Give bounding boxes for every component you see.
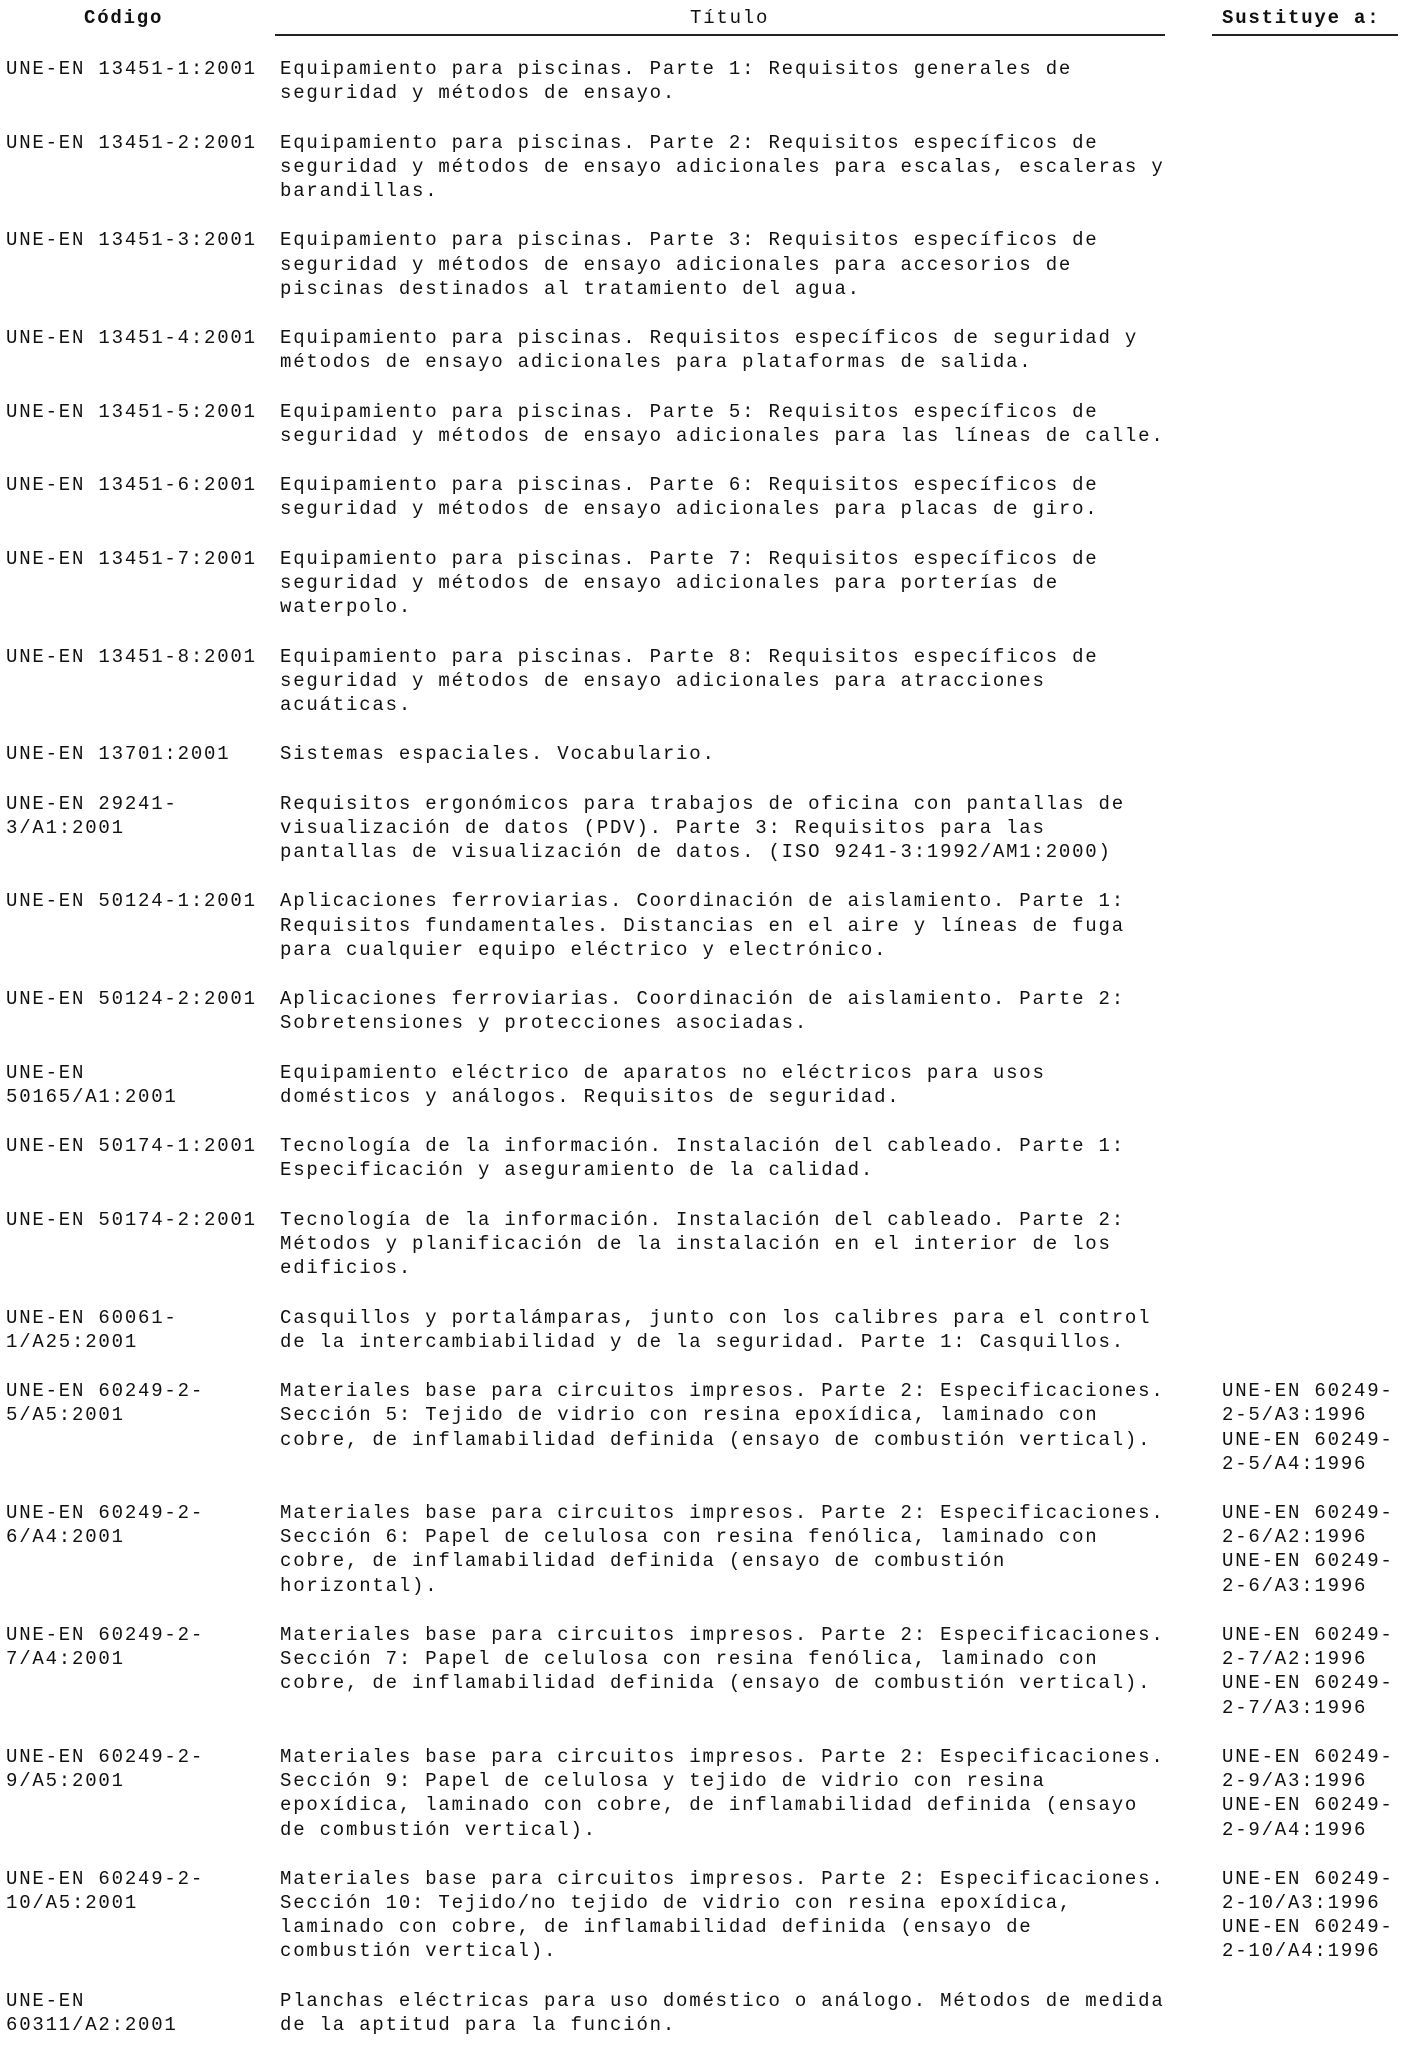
replaces-cell bbox=[1222, 987, 1405, 1035]
code-cell bbox=[6, 1623, 280, 1720]
replaces-cell bbox=[1222, 1867, 1405, 1964]
title-line: Equipamiento para piscinas. Parte 5: Requisitos específicos de bbox=[280, 400, 1099, 423]
table-row bbox=[6, 1306, 1405, 1354]
code-line: UNE-EN 13451-6:2001 bbox=[6, 474, 257, 497]
title-line: seguridad y métodos de ensayo adicionales para placas de giro. bbox=[280, 498, 1099, 521]
title-line: Equipamiento para piscinas. Parte 7: Requisitos específicos de bbox=[280, 547, 1099, 570]
table-row bbox=[6, 228, 1405, 301]
title-cell bbox=[280, 987, 1222, 1035]
title-cell bbox=[280, 1623, 1222, 1720]
title-line: de la intercambiabilidad y de la seguridad. Parte 1: Casquillos. bbox=[280, 1330, 1125, 1353]
replaces-cell bbox=[1222, 1623, 1405, 1720]
title-line: combustión vertical). bbox=[280, 1940, 558, 1963]
replaces-line: UNE-EN 60249- bbox=[1222, 1624, 1394, 1646]
title-line: Equipamiento para piscinas. Parte 2: Requisitos específicos de bbox=[280, 131, 1099, 154]
code-line: UNE-EN 50124-1:2001 bbox=[6, 890, 257, 913]
code-cell bbox=[6, 57, 280, 105]
title-line: Sección 6: Papel de celulosa con resina fenólica, laminado con bbox=[280, 1526, 1099, 1549]
table-row bbox=[6, 1134, 1405, 1182]
replaces-line: UNE-EN 60249- bbox=[1222, 1380, 1394, 1403]
code-line: UNE-EN 13451-3:2001 bbox=[6, 229, 257, 252]
replaces-line: UNE-EN 60249- bbox=[1222, 1916, 1394, 1939]
table-row bbox=[6, 1061, 1405, 1109]
title-line: piscinas destinados al tratamiento del agua. bbox=[280, 277, 861, 300]
replaces-cell bbox=[1222, 645, 1405, 718]
title-line: epoxídica, laminado con cobre, de inflamabilidad definida (ensayo bbox=[280, 1794, 1139, 1817]
title-line: Sección 9: Papel de celulosa y tejido de vidrio con resina bbox=[280, 1770, 1046, 1793]
title-cell bbox=[280, 1501, 1222, 1598]
title-line: Tecnología de la información. Instalación del cableado. Parte 2: bbox=[280, 1208, 1125, 1231]
title-line: de la aptitud para la función. bbox=[280, 2014, 677, 2036]
code-cell bbox=[6, 400, 280, 448]
title-line: Equipamiento eléctrico de aparatos no eléctricos para usos bbox=[280, 1061, 1046, 1084]
code-cell bbox=[6, 742, 280, 766]
title-line: métodos de ensayo adicionales para plataformas de salida. bbox=[280, 351, 1033, 374]
table-row bbox=[6, 1867, 1405, 1964]
table-row bbox=[6, 645, 1405, 718]
code-line: UNE-EN 60061- bbox=[6, 1306, 178, 1329]
code-cell bbox=[6, 1061, 280, 1109]
column-header-titulo: Título bbox=[690, 7, 770, 29]
replaces-line: UNE-EN 60249- bbox=[1222, 1428, 1394, 1451]
title-cell bbox=[280, 1745, 1222, 1842]
title-line: Tecnología de la información. Instalación del cableado. Parte 1: bbox=[280, 1135, 1125, 1158]
title-cell bbox=[280, 547, 1222, 620]
replaces-line: UNE-EN 60249- bbox=[1222, 1867, 1394, 1890]
table-row bbox=[6, 1501, 1405, 1598]
title-line: Sobretensiones y protecciones asociadas. bbox=[280, 1012, 809, 1035]
replaces-line: 2-10/A4:1996 bbox=[1222, 1940, 1381, 1963]
replaces-cell bbox=[1222, 1745, 1405, 1842]
replaces-cell bbox=[1222, 400, 1405, 448]
title-cell bbox=[280, 1989, 1222, 2037]
code-line: UNE-EN 13451-4:2001 bbox=[6, 327, 257, 350]
title-line: seguridad y métodos de ensayo. bbox=[280, 82, 677, 105]
code-line: 5/A5:2001 bbox=[6, 1404, 125, 1427]
table-row bbox=[6, 742, 1405, 766]
replaces-line: UNE-EN 60249- bbox=[1222, 1745, 1394, 1768]
replaces-cell bbox=[1222, 889, 1405, 962]
title-line: de combustión vertical). bbox=[280, 1818, 597, 1841]
code-cell bbox=[6, 1501, 280, 1598]
title-cell bbox=[280, 792, 1222, 865]
table-row bbox=[6, 889, 1405, 962]
code-line: UNE-EN 60249-2- bbox=[6, 1867, 205, 1890]
code-cell bbox=[6, 645, 280, 718]
title-cell bbox=[280, 1306, 1222, 1354]
title-line: Materiales base para circuitos impresos. Parte 2: Especificaciones. bbox=[280, 1867, 1165, 1890]
title-line: Aplicaciones ferroviarias. Coordinación de aislamiento. Parte 1: bbox=[280, 890, 1125, 913]
replaces-line: 2-6/A3:1996 bbox=[1222, 1574, 1368, 1597]
code-cell bbox=[6, 131, 280, 204]
code-line: UNE-EN 60249-2- bbox=[6, 1745, 205, 1768]
title-line: Casquillos y portalámparas, junto con los calibres para el control bbox=[280, 1306, 1152, 1329]
replaces-line: 2-10/A3:1996 bbox=[1222, 1892, 1381, 1915]
title-line: Planchas eléctricas para uso doméstico o análogo. Métodos de medida bbox=[280, 1989, 1165, 2012]
title-cell bbox=[280, 57, 1222, 105]
code-cell bbox=[6, 473, 280, 521]
title-line: pantallas de visualización de datos. (ISO 9241-3:1992/AM1:2000) bbox=[280, 841, 1112, 863]
title-line: Sección 10: Tejido/no tejido de vidrio con resina epoxídica, bbox=[280, 1892, 1073, 1915]
column-header-sustituye: Sustituye a: bbox=[1222, 7, 1381, 29]
title-line: waterpolo. bbox=[280, 596, 413, 619]
code-line: UNE-EN 50174-2:2001 bbox=[6, 1208, 257, 1231]
title-line: Equipamiento para piscinas. Parte 8: Requisitos específicos de bbox=[280, 645, 1099, 668]
title-line: seguridad y métodos de ensayo adicionales para escalas, escaleras y bbox=[280, 155, 1165, 178]
code-line: 9/A5:2001 bbox=[6, 1770, 125, 1793]
code-line: 10/A5:2001 bbox=[6, 1892, 139, 1915]
code-line: UNE-EN 60249-2- bbox=[6, 1624, 205, 1646]
table-row bbox=[6, 1745, 1405, 1842]
code-cell bbox=[6, 1989, 280, 2037]
code-cell bbox=[6, 326, 280, 374]
title-line: horizontal). bbox=[280, 1574, 439, 1597]
replaces-cell bbox=[1222, 228, 1405, 301]
code-line: 3/A1:2001 bbox=[6, 816, 125, 839]
title-line: Especificación y aseguramiento de la calidad. bbox=[280, 1159, 875, 1182]
replaces-line: 2-7/A2:1996 bbox=[1222, 1648, 1368, 1671]
title-line: Requisitos fundamentales. Distancias en el aire y líneas de fuga bbox=[280, 914, 1125, 937]
replaces-cell bbox=[1222, 792, 1405, 865]
title-line: Sección 5: Tejido de vidrio con resina epoxídica, laminado con bbox=[280, 1404, 1099, 1427]
title-line: Equipamiento para piscinas. Requisitos específicos de seguridad y bbox=[280, 327, 1139, 350]
replaces-cell bbox=[1222, 1208, 1405, 1281]
replaces-line: 2-5/A4:1996 bbox=[1222, 1452, 1368, 1475]
replaces-cell bbox=[1222, 326, 1405, 374]
replaces-cell bbox=[1222, 473, 1405, 521]
replaces-cell bbox=[1222, 57, 1405, 105]
code-cell bbox=[6, 1208, 280, 1281]
code-line: UNE-EN 60249-2- bbox=[6, 1502, 205, 1525]
title-line: seguridad y métodos de ensayo adicionales para atracciones bbox=[280, 669, 1046, 692]
title-line: barandillas. bbox=[280, 179, 439, 202]
code-cell bbox=[6, 547, 280, 620]
code-cell bbox=[6, 1379, 280, 1476]
standards-table bbox=[6, 57, 1405, 2037]
title-line: Sistemas espaciales. Vocabulario. bbox=[280, 743, 716, 766]
title-line: Materiales base para circuitos impresos. Parte 2: Especificaciones. bbox=[280, 1624, 1165, 1646]
title-line: visualización de datos (PDV). Parte 3: Requisitos para las bbox=[280, 816, 1046, 839]
title-line: cobre, de inflamabilidad definida (ensayo de combustión vertical). bbox=[280, 1428, 1152, 1451]
title-line: domésticos y análogos. Requisitos de seguridad. bbox=[280, 1085, 901, 1108]
title-cell bbox=[280, 400, 1222, 448]
title-line: Materiales base para circuitos impresos. Parte 2: Especificaciones. bbox=[280, 1380, 1165, 1403]
code-line: 1/A25:2001 bbox=[6, 1330, 139, 1353]
replaces-cell bbox=[1222, 1134, 1405, 1182]
title-line: Aplicaciones ferroviarias. Coordinación de aislamiento. Parte 2: bbox=[280, 988, 1125, 1011]
table-row bbox=[6, 547, 1405, 620]
title-line: Equipamiento para piscinas. Parte 3: Requisitos específicos de bbox=[280, 229, 1099, 252]
title-cell bbox=[280, 889, 1222, 962]
title-cell bbox=[280, 1867, 1222, 1964]
table-row bbox=[6, 1989, 1405, 2037]
title-line: cobre, de inflamabilidad definida (ensayo de combustión bbox=[280, 1550, 1007, 1573]
table-row bbox=[6, 473, 1405, 521]
replaces-line: 2-9/A3:1996 bbox=[1222, 1770, 1368, 1793]
replaces-line: 2-7/A3:1996 bbox=[1222, 1696, 1368, 1719]
code-line: UNE-EN bbox=[6, 1061, 86, 1084]
title-cell bbox=[280, 1134, 1222, 1182]
title-cell bbox=[280, 645, 1222, 718]
code-cell bbox=[6, 1745, 280, 1842]
table-row bbox=[6, 131, 1405, 204]
code-line: 50165/A1:2001 bbox=[6, 1085, 178, 1108]
code-cell bbox=[6, 889, 280, 962]
table-row bbox=[6, 1623, 1405, 1720]
table-row bbox=[6, 987, 1405, 1035]
replaces-line: 2-5/A3:1996 bbox=[1222, 1404, 1368, 1427]
title-line: acuáticas. bbox=[280, 693, 413, 716]
header-underline-sustituye bbox=[1212, 34, 1398, 36]
title-cell bbox=[280, 228, 1222, 301]
code-line: UNE-EN 13451-5:2001 bbox=[6, 400, 257, 423]
replaces-cell bbox=[1222, 1379, 1405, 1476]
table-row bbox=[6, 1379, 1405, 1476]
code-line: 7/A4:2001 bbox=[6, 1648, 125, 1671]
code-line: UNE-EN 13701:2001 bbox=[6, 743, 231, 766]
column-header-codigo: Código bbox=[84, 7, 164, 29]
title-cell bbox=[280, 1379, 1222, 1476]
replaces-cell bbox=[1222, 131, 1405, 204]
title-cell bbox=[280, 131, 1222, 204]
replaces-line: UNE-EN 60249- bbox=[1222, 1550, 1394, 1573]
title-line: Equipamiento para piscinas. Parte 6: Requisitos específicos de bbox=[280, 474, 1099, 497]
table-row bbox=[6, 792, 1405, 865]
title-cell bbox=[280, 326, 1222, 374]
title-line: Materiales base para circuitos impresos. Parte 2: Especificaciones. bbox=[280, 1745, 1165, 1768]
title-line: edificios. bbox=[280, 1257, 413, 1280]
title-line: Métodos y planificación de la instalación en el interior de los bbox=[280, 1233, 1112, 1255]
code-line: UNE-EN 29241- bbox=[6, 792, 178, 815]
replaces-line: 2-6/A2:1996 bbox=[1222, 1526, 1368, 1549]
replaces-cell bbox=[1222, 1061, 1405, 1109]
code-cell bbox=[6, 792, 280, 865]
title-line: para cualquier equipo eléctrico y electrónico. bbox=[280, 938, 888, 961]
code-cell bbox=[6, 1867, 280, 1964]
replaces-cell bbox=[1222, 742, 1405, 766]
replaces-cell bbox=[1222, 547, 1405, 620]
title-cell bbox=[280, 473, 1222, 521]
title-line: laminado con cobre, de inflamabilidad definida (ensayo de bbox=[280, 1916, 1033, 1939]
code-line: UNE-EN 50124-2:2001 bbox=[6, 988, 257, 1011]
code-cell bbox=[6, 1134, 280, 1182]
code-line: 60311/A2:2001 bbox=[6, 2014, 178, 2036]
code-cell bbox=[6, 228, 280, 301]
code-line: UNE-EN 13451-1:2001 bbox=[6, 58, 257, 80]
code-line: 6/A4:2001 bbox=[6, 1526, 125, 1549]
table-row bbox=[6, 57, 1405, 105]
replaces-cell bbox=[1222, 1501, 1405, 1598]
replaces-cell bbox=[1222, 1306, 1405, 1354]
code-line: UNE-EN bbox=[6, 1989, 86, 2012]
replaces-line: UNE-EN 60249- bbox=[1222, 1672, 1394, 1695]
title-line: seguridad y métodos de ensayo adicionales para las líneas de calle. bbox=[280, 424, 1165, 447]
code-line: UNE-EN 13451-8:2001 bbox=[6, 645, 257, 668]
code-cell bbox=[6, 987, 280, 1035]
title-line: Sección 7: Papel de celulosa con resina fenólica, laminado con bbox=[280, 1648, 1099, 1671]
replaces-cell bbox=[1222, 1989, 1405, 2037]
title-cell bbox=[280, 1208, 1222, 1281]
title-line: cobre, de inflamabilidad definida (ensayo de combustión vertical). bbox=[280, 1672, 1152, 1695]
header-underline-titulo bbox=[275, 34, 1165, 36]
code-line: UNE-EN 13451-2:2001 bbox=[6, 131, 257, 154]
code-line: UNE-EN 50174-1:2001 bbox=[6, 1135, 257, 1158]
code-line: UNE-EN 60249-2- bbox=[6, 1380, 205, 1403]
title-line: seguridad y métodos de ensayo adicionales para porterías de bbox=[280, 571, 1059, 594]
replaces-line: UNE-EN 60249- bbox=[1222, 1502, 1394, 1525]
replaces-line: UNE-EN 60249- bbox=[1222, 1794, 1394, 1817]
table-row bbox=[6, 400, 1405, 448]
replaces-line: 2-9/A4:1996 bbox=[1222, 1818, 1368, 1841]
title-cell bbox=[280, 1061, 1222, 1109]
title-line: Materiales base para circuitos impresos. Parte 2: Especificaciones. bbox=[280, 1502, 1165, 1525]
title-cell bbox=[280, 742, 1222, 766]
table-row bbox=[6, 326, 1405, 374]
code-cell bbox=[6, 1306, 280, 1354]
table-row bbox=[6, 1208, 1405, 1281]
title-line: Equipamiento para piscinas. Parte 1: Requisitos generales de bbox=[280, 58, 1073, 80]
title-line: Requisitos ergonómicos para trabajos de oficina con pantallas de bbox=[280, 792, 1125, 815]
code-line: UNE-EN 13451-7:2001 bbox=[6, 547, 257, 570]
title-line: seguridad y métodos de ensayo adicionales para accesorios de bbox=[280, 253, 1073, 276]
